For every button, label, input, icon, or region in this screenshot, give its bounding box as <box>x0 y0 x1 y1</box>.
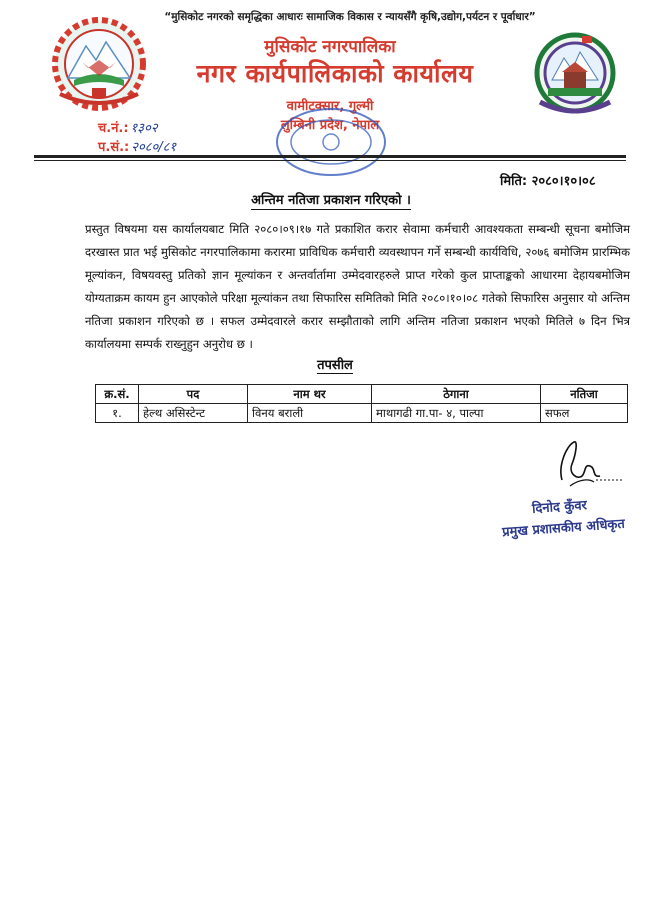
results-table <box>95 384 628 423</box>
municipality-logo-icon <box>534 28 616 118</box>
signatory-name: दिनोद कुँवर <box>531 498 588 517</box>
header-divider-thick <box>34 155 626 158</box>
col-header-name: नाम थर <box>248 385 372 404</box>
office-name: नगर कार्यपालिकाको कार्यालय <box>196 59 474 88</box>
header-divider-thin <box>34 160 626 161</box>
handwritten-signature-icon <box>548 436 628 492</box>
signatory-title: प्रमुख प्रशासकीय अधिकृत <box>501 516 626 541</box>
body-text: प्रस्तुत विषयमा यस कार्यालयबाट मिति २०८०।०९।१७ गते प्रकाशित करार सेवामा कर्मचारी आवश्यकता सम्बन्धी सूचना बमोजिम दरखास्त प्रात भई मुसिकोट नगरपालिकामा करारमा प्राविधिक कर्मचारी व्यवस्थापन गर्ने सम्बन्धी कार्यविधि, २०७६ बमोजिम प्रारम्भिक मूल्यांकन, विषयवस्तु प्रतिको ज्ञान मूल्यांकन र अन्तर्वार्तामा उम्मेदवारहरुले प्राप्त गरेको कुल प्राप्ताङ्कको आधारमा देहायबमोजिम योग्यताक्रम कायम हुन आएकोले परिक्षा मूल्यांकन तथा सिफारिस समितिको मिति २०८०।१०।०८ गतेको सिफारिस अनुसार यो अन्तिम नतिजा प्रकाशन गरिएको छ । सफल उम्मेदवारले करार सम्झौताको लागि अन्तिम नतिजा प्रकाशन भएको मितिले ७ दिन भित्र कार्यालयमा सम्पर्क राख्नुहुन अनुरोध छ । <box>85 222 630 351</box>
municipality-name: मुसिकोट नगरपालिका <box>264 37 396 57</box>
office-stamp-icon <box>272 104 390 180</box>
col-header-serial: क्र.सं. <box>96 385 139 404</box>
details-title-text: तपसील <box>317 358 353 373</box>
dispatch-number-label: च.नं.: <box>98 121 129 136</box>
col-header-address: ठेगाना <box>372 385 541 404</box>
body-paragraph <box>85 218 630 356</box>
dispatch-number-line <box>98 118 158 136</box>
address-line-2: लुम्बिनी प्रदेश, नेपाल <box>280 118 380 133</box>
table-header-row <box>96 385 628 404</box>
col-header-result: नतिजा <box>541 385 628 404</box>
address-line-1: वामीटक्सार, गुल्मी <box>286 99 374 114</box>
motto-text: “मुसिकोट नगरको समृद्धिका आधारः सामाजिक विकास र न्यायसँगै कृषि,उद्योग,पर्यटन र पूर्वाधार” <box>164 11 536 23</box>
letter-number-value: २०८०/८१ <box>131 140 177 155</box>
cell-address: माथागढी गा.पा- ४, पाल्पा <box>372 404 541 423</box>
cell-serial: १. <box>96 404 139 423</box>
subject-line <box>180 190 482 208</box>
dispatch-number-value: १३०२ <box>130 121 158 136</box>
cell-name: विनय बराली <box>248 404 372 423</box>
letter-number-line <box>98 137 176 155</box>
nepal-emblem-icon <box>48 16 150 112</box>
cell-result: सफल <box>541 404 628 423</box>
letter-number-label: प.सं.: <box>98 140 130 155</box>
letter-date: मिति: २०८०।१०।०८ <box>500 174 596 189</box>
table-row <box>96 404 628 423</box>
col-header-post: पद <box>139 385 248 404</box>
cell-post: हेल्थ असिस्टेन्ट <box>139 404 248 423</box>
details-title <box>300 355 370 373</box>
subject-text: अन्तिम नतिजा प्रकाशन गरिएको । <box>251 193 411 208</box>
